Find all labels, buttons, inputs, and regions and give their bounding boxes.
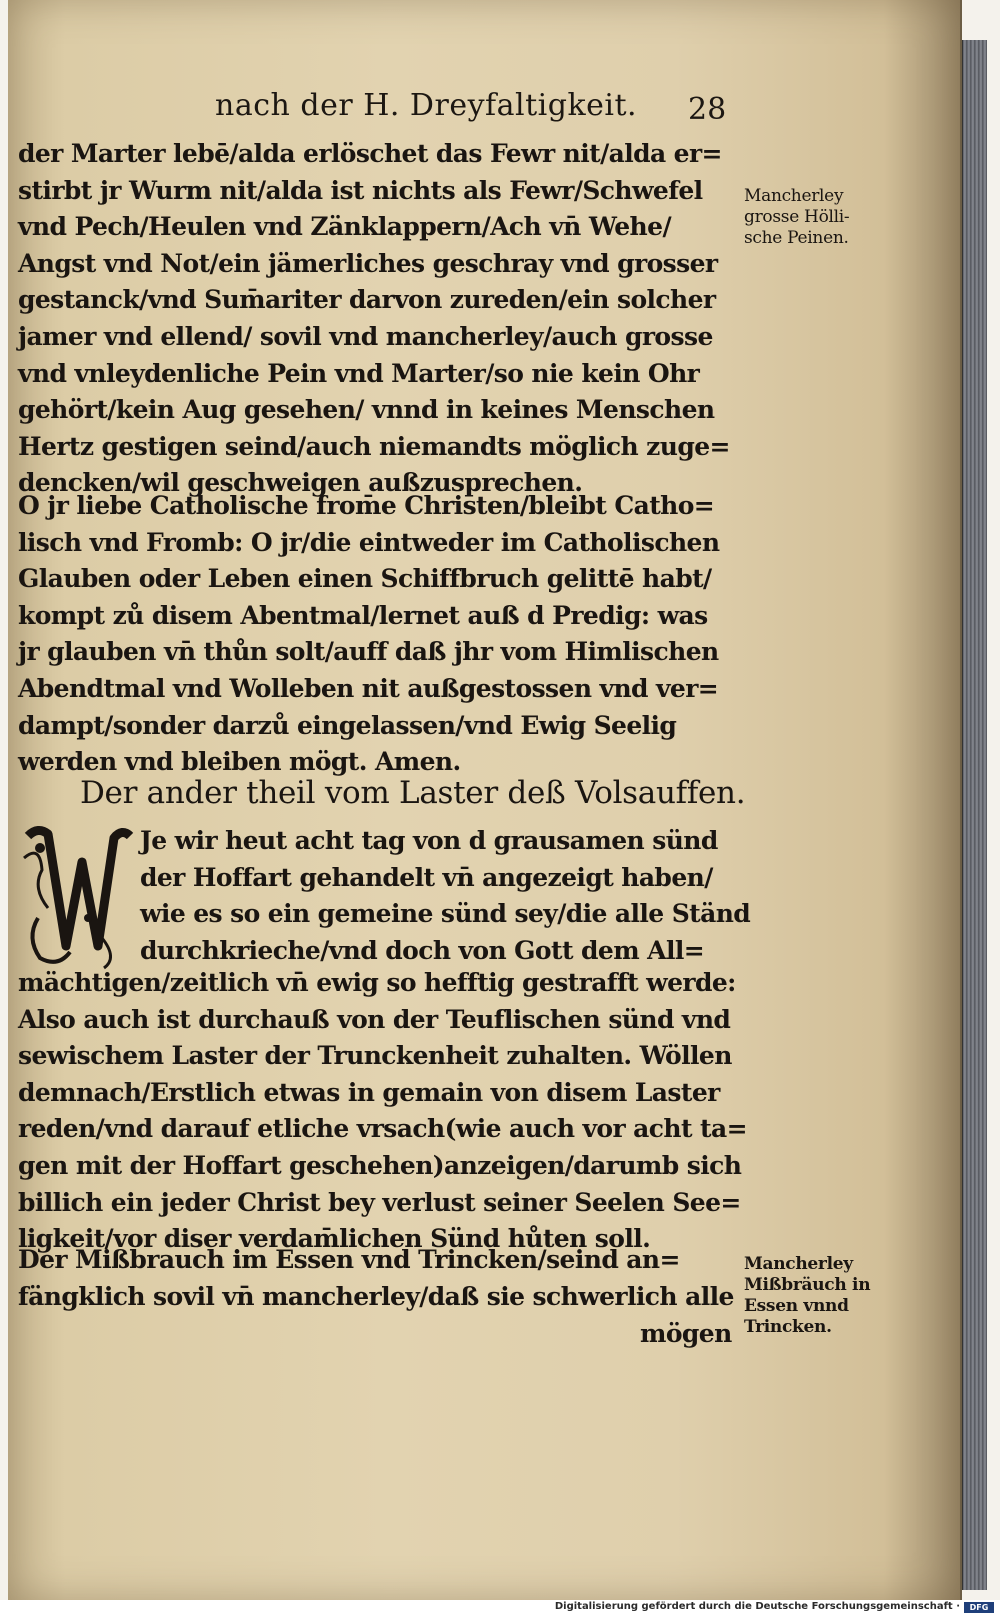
text-line: Je wir heut acht tag von d grausamen sünd [140,826,718,855]
text-line: mögen [640,1319,732,1348]
decorated-initial-w [18,818,136,974]
paragraph-3 [18,965,747,1258]
chapter-heading: Der ander theil vom Laster deß Volsauffen. [80,775,746,811]
text-line: O jr liebe Catholische from̄e Christen/bleibt Catho= [18,491,715,520]
text-line: ligkeit/vor diser verdam̄lichen Sünd hůten soll. [18,1224,651,1254]
text-line: Hertz gestigen seind/auch niemandts möglich zuge= [18,431,730,461]
marginal-note-1 [744,186,849,249]
text-line: Der Mißbrauch im Essen vnd Trincken/seind an= [18,1245,680,1274]
text-line: Also auch ist durchauß von der Teuflischen sünd vnd [18,1004,731,1034]
paragraph-1 [18,136,728,502]
paragraph-4-catchword [640,1316,760,1353]
marginal-line: Mißbräuch in [744,1275,871,1295]
running-head: nach der H. Dreyfaltigkeit. [215,88,638,123]
text-line: der Hoffart gehandelt vn̄ angezeigt haben/ [140,862,713,892]
text-line: gen mit der Hoffart geschehen)anzeigen/darumb sich [18,1150,742,1180]
text-line: vnd Pech/Heulen vnd Zänklappern/Ach vn̄ Wehe/ [18,212,671,242]
text-line: werden vnd bleiben mögt. Amen. [18,747,461,777]
marginal-line: grosse Hölli- [744,207,850,227]
text-line: billich ein jeder Christ bey verlust seiner Seelen See= [18,1187,741,1217]
marginal-line: sche Peinen. [744,228,849,248]
text-line: wie es so ein gemeine sünd sey/die alle Ständ [140,899,751,929]
text-line: kompt zů disem Abentmal/lernet auß d Predig: was [18,600,708,630]
marginal-line: Trincken. [744,1317,832,1337]
text-line: gehört/kein Aug gesehen/ vnnd in keines Menschen [18,395,715,425]
text-line: vnd vnleydenliche Pein vnd Marter/so nie kein Ohr [18,358,700,388]
text-line: jr glauben vn̄ thůn solt/auff daß jhr vom Himlischen [18,637,719,667]
footer-credit: Digitalisierung gefördert durch die Deutsche Forschungsgemeinschaft · [554,1601,960,1612]
marginal-line: Essen vnnd [744,1296,849,1316]
page-number: 28 [688,92,727,127]
text-line: lisch vnd Fromb: O jr/die eintweder im Catholischen [18,527,720,557]
paragraph-4 [18,1242,738,1315]
paragraph-2 [18,488,728,781]
text-line: dencken/wil geschweigen außzusprechen. [18,468,583,498]
marginal-line: Mancherley [744,186,844,206]
text-line: Glauben oder Leben einen Schiffbruch gelittē habt/ [18,564,712,594]
text-line: Angst vnd Not/ein jämerliches geschray vnd grosser [18,248,718,278]
dfg-logo: DFG [964,1602,994,1613]
text-line: fängklich sovil vn̄ mancherley/daß sie schwerlich alle [18,1281,734,1311]
text-line: sewischem Laster der Trunckenheit zuhalten. Wöllen [18,1041,732,1071]
footer-bar [0,1600,1000,1615]
text-line: der Marter lebē/alda erlöschet das Fewr nit/alda er= [18,139,722,168]
text-line: reden/vnd darauf etliche vrsach(wie auch vor acht ta= [18,1114,747,1144]
text-line: jamer vnd ellend/ sovil vnd mancherley/auch grosse [18,321,713,351]
book-edge [962,40,987,1590]
text-line: Abendtmal vnd Wolleben nit außgestossen vnd ver= [18,673,719,703]
text-line: durchkrieche/vnd doch von Gott dem All= [140,935,705,965]
marginal-note-2 [744,1254,870,1338]
text-line: demnach/Erstlich etwas in gemain von disem Laster [18,1077,720,1107]
text-line: mächtigen/zeitlich vn̄ ewig so hefftig gestrafft werde: [18,968,736,997]
text-line: gestanck/vnd Sum̄ariter darvon zureden/ein solcher [18,285,716,315]
paragraph-3-indented [140,823,751,969]
text-line: dampt/sonder darzů eingelassen/vnd Ewig Seelig [18,710,677,740]
marginal-line: Mancherley [744,1254,853,1274]
text-line: stirbt jr Wurm nit/alda ist nichts als Fewr/Schwefel [18,175,703,205]
